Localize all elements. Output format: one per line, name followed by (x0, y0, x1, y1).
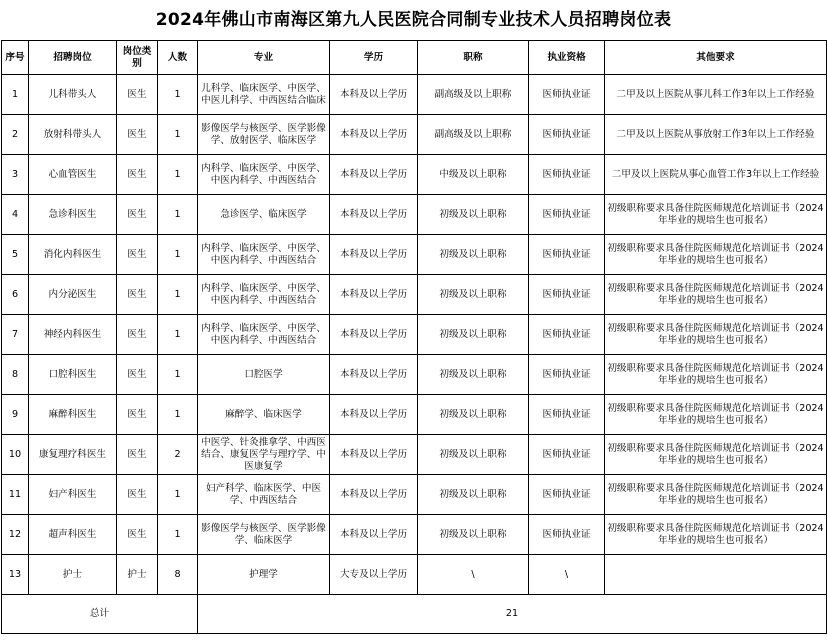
cell-qualification: 医师执业证 (529, 515, 605, 555)
cell-post: 消化内科医生 (29, 235, 117, 275)
col-header-count: 人数 (158, 41, 198, 75)
cell-no: 8 (2, 355, 29, 395)
cell-other: 初级职称要求具备住院医师规范化培训证书（2024年毕业的规培生也可报名） (605, 475, 827, 515)
cell-major: 麻醉学、临床医学 (198, 395, 330, 435)
cell-count: 1 (158, 355, 198, 395)
col-header-post: 招聘岗位 (29, 41, 117, 75)
cell-title: 初级及以上职称 (418, 515, 529, 555)
col-header-qualification: 执业资格 (529, 41, 605, 75)
col-header-title: 职称 (418, 41, 529, 75)
recruitment-table (1, 40, 827, 634)
cell-qualification: 医师执业证 (529, 315, 605, 355)
cell-no: 11 (2, 475, 29, 515)
cell-post: 心血管医生 (29, 155, 117, 195)
cell-count: 1 (158, 115, 198, 155)
cell-education: 本科及以上学历 (330, 475, 418, 515)
cell-post: 麻醉科医生 (29, 395, 117, 435)
table-row (2, 315, 827, 355)
cell-count: 1 (158, 155, 198, 195)
cell-title: 初级及以上职称 (418, 475, 529, 515)
cell-category: 医生 (117, 235, 158, 275)
table-row (2, 395, 827, 435)
cell-no: 1 (2, 75, 29, 115)
cell-category: 医生 (117, 155, 158, 195)
col-header-major: 专业 (198, 41, 330, 75)
cell-major: 内科学、临床医学、中医学、中医内科学、中西医结合 (198, 275, 330, 315)
cell-major: 急诊医学、临床医学 (198, 195, 330, 235)
cell-no: 9 (2, 395, 29, 435)
cell-education: 本科及以上学历 (330, 115, 418, 155)
cell-other: 初级职称要求具备住院医师规范化培训证书（2024年毕业的规培生也可报名） (605, 395, 827, 435)
cell-post: 儿科带头人 (29, 75, 117, 115)
cell-title: 初级及以上职称 (418, 355, 529, 395)
cell-no: 6 (2, 275, 29, 315)
cell-post: 神经内科医生 (29, 315, 117, 355)
table-row (2, 355, 827, 395)
cell-category: 医生 (117, 395, 158, 435)
cell-major: 儿科学、临床医学、中医学、中医儿科学、中西医结合临床 (198, 75, 330, 115)
cell-major: 口腔医学 (198, 355, 330, 395)
cell-no: 10 (2, 435, 29, 475)
cell-other: 初级职称要求具备住院医师规范化培训证书（2024年毕业的规培生也可报名） (605, 235, 827, 275)
cell-category: 医生 (117, 275, 158, 315)
cell-education: 本科及以上学历 (330, 155, 418, 195)
cell-count: 1 (158, 75, 198, 115)
cell-title: \ (418, 555, 529, 595)
cell-count: 1 (158, 235, 198, 275)
cell-post: 口腔科医生 (29, 355, 117, 395)
cell-post: 放射科带头人 (29, 115, 117, 155)
table-row (2, 115, 827, 155)
cell-other: 二甲及以上医院从事心血管工作3年以上工作经验 (605, 155, 827, 195)
cell-no: 2 (2, 115, 29, 155)
cell-no: 4 (2, 195, 29, 235)
cell-qualification: 医师执业证 (529, 155, 605, 195)
total-label: 总计 (2, 595, 198, 634)
cell-category: 医生 (117, 75, 158, 115)
cell-post: 超声科医生 (29, 515, 117, 555)
cell-category: 医生 (117, 355, 158, 395)
total-row (2, 595, 827, 634)
cell-major: 内科学、临床医学、中医学、中医内科学、中西医结合 (198, 235, 330, 275)
cell-other: 二甲及以上医院从事儿科工作3年以上工作经验 (605, 75, 827, 115)
cell-title: 初级及以上职称 (418, 195, 529, 235)
table-row (2, 555, 827, 595)
cell-category: 医生 (117, 515, 158, 555)
page-title: 2024年佛山市南海区第九人民医院合同制专业技术人员招聘岗位表 (155, 10, 672, 30)
cell-major: 内科学、临床医学、中医学、中医内科学、中西医结合 (198, 155, 330, 195)
cell-qualification: 医师执业证 (529, 115, 605, 155)
cell-education: 本科及以上学历 (330, 75, 418, 115)
cell-count: 1 (158, 315, 198, 355)
table-row (2, 235, 827, 275)
cell-education: 本科及以上学历 (330, 515, 418, 555)
col-header-category: 岗位类别 (117, 41, 158, 75)
cell-no: 12 (2, 515, 29, 555)
table-row (2, 195, 827, 235)
cell-title: 中级及以上职称 (418, 155, 529, 195)
cell-education: 本科及以上学历 (330, 275, 418, 315)
col-header-other: 其他要求 (605, 41, 827, 75)
cell-qualification: 医师执业证 (529, 275, 605, 315)
cell-category: 医生 (117, 115, 158, 155)
cell-category: 医生 (117, 315, 158, 355)
cell-no: 5 (2, 235, 29, 275)
cell-count: 1 (158, 275, 198, 315)
cell-education: 本科及以上学历 (330, 435, 418, 475)
cell-title: 初级及以上职称 (418, 275, 529, 315)
cell-no: 7 (2, 315, 29, 355)
cell-other: 初级职称要求具备住院医师规范化培训证书（2024年毕业的规培生也可报名） (605, 275, 827, 315)
cell-title: 初级及以上职称 (418, 235, 529, 275)
cell-post: 急诊科医生 (29, 195, 117, 235)
cell-major: 影像医学与核医学、医学影像学、放射医学、临床医学 (198, 115, 330, 155)
table-row (2, 155, 827, 195)
cell-other: 初级职称要求具备住院医师规范化培训证书（2024年毕业的规培生也可报名） (605, 355, 827, 395)
cell-count: 8 (158, 555, 198, 595)
cell-qualification: 医师执业证 (529, 395, 605, 435)
cell-other: 二甲及以上医院从事放射工作3年以上工作经验 (605, 115, 827, 155)
cell-count: 1 (158, 515, 198, 555)
cell-count: 1 (158, 195, 198, 235)
cell-post: 内分泌医生 (29, 275, 117, 315)
cell-count: 2 (158, 435, 198, 475)
cell-major: 内科学、临床医学、中医学、中医内科学、中西医结合 (198, 315, 330, 355)
cell-category: 护士 (117, 555, 158, 595)
cell-qualification: \ (529, 555, 605, 595)
cell-qualification: 医师执业证 (529, 435, 605, 475)
cell-title: 副高级及以上职称 (418, 75, 529, 115)
cell-education: 本科及以上学历 (330, 315, 418, 355)
cell-other: 初级职称要求具备住院医师规范化培训证书（2024年毕业的规培生也可报名） (605, 435, 827, 475)
table-row (2, 475, 827, 515)
cell-title: 初级及以上职称 (418, 435, 529, 475)
cell-education: 本科及以上学历 (330, 395, 418, 435)
cell-count: 1 (158, 475, 198, 515)
cell-post: 康复理疗科医生 (29, 435, 117, 475)
cell-post: 护士 (29, 555, 117, 595)
cell-other: 初级职称要求具备住院医师规范化培训证书（2024年毕业的规培生也可报名） (605, 315, 827, 355)
cell-education: 大专及以上学历 (330, 555, 418, 595)
cell-category: 医生 (117, 195, 158, 235)
cell-other: 初级职称要求具备住院医师规范化培训证书（2024年毕业的规培生也可报名） (605, 195, 827, 235)
cell-title: 初级及以上职称 (418, 395, 529, 435)
cell-qualification: 医师执业证 (529, 235, 605, 275)
cell-other (605, 555, 827, 595)
cell-qualification: 医师执业证 (529, 355, 605, 395)
col-header-education: 学历 (330, 41, 418, 75)
col-header-no: 序号 (2, 41, 29, 75)
cell-major: 影像医学与核医学、医学影像学、临床医学 (198, 515, 330, 555)
cell-no: 3 (2, 155, 29, 195)
table-row (2, 275, 827, 315)
cell-education: 本科及以上学历 (330, 195, 418, 235)
cell-other: 初级职称要求具备住院医师规范化培训证书（2024年毕业的规培生也可报名） (605, 515, 827, 555)
table-row (2, 75, 827, 115)
cell-major: 中医学、针灸推拿学、中西医结合、康复医学与理疗学、中医康复学 (198, 435, 330, 475)
total-value: 21 (198, 595, 827, 634)
cell-education: 本科及以上学历 (330, 355, 418, 395)
cell-title: 初级及以上职称 (418, 315, 529, 355)
cell-qualification: 医师执业证 (529, 195, 605, 235)
cell-no: 13 (2, 555, 29, 595)
cell-count: 1 (158, 395, 198, 435)
cell-title: 副高级及以上职称 (418, 115, 529, 155)
cell-qualification: 医师执业证 (529, 75, 605, 115)
table-row (2, 515, 827, 555)
header-row (2, 41, 827, 75)
cell-post: 妇产科医生 (29, 475, 117, 515)
cell-category: 医生 (117, 435, 158, 475)
cell-education: 本科及以上学历 (330, 235, 418, 275)
cell-major: 护理学 (198, 555, 330, 595)
cell-qualification: 医师执业证 (529, 475, 605, 515)
cell-major: 妇产科学、临床医学、中医学、中西医结合 (198, 475, 330, 515)
table-row (2, 435, 827, 475)
cell-category: 医生 (117, 475, 158, 515)
